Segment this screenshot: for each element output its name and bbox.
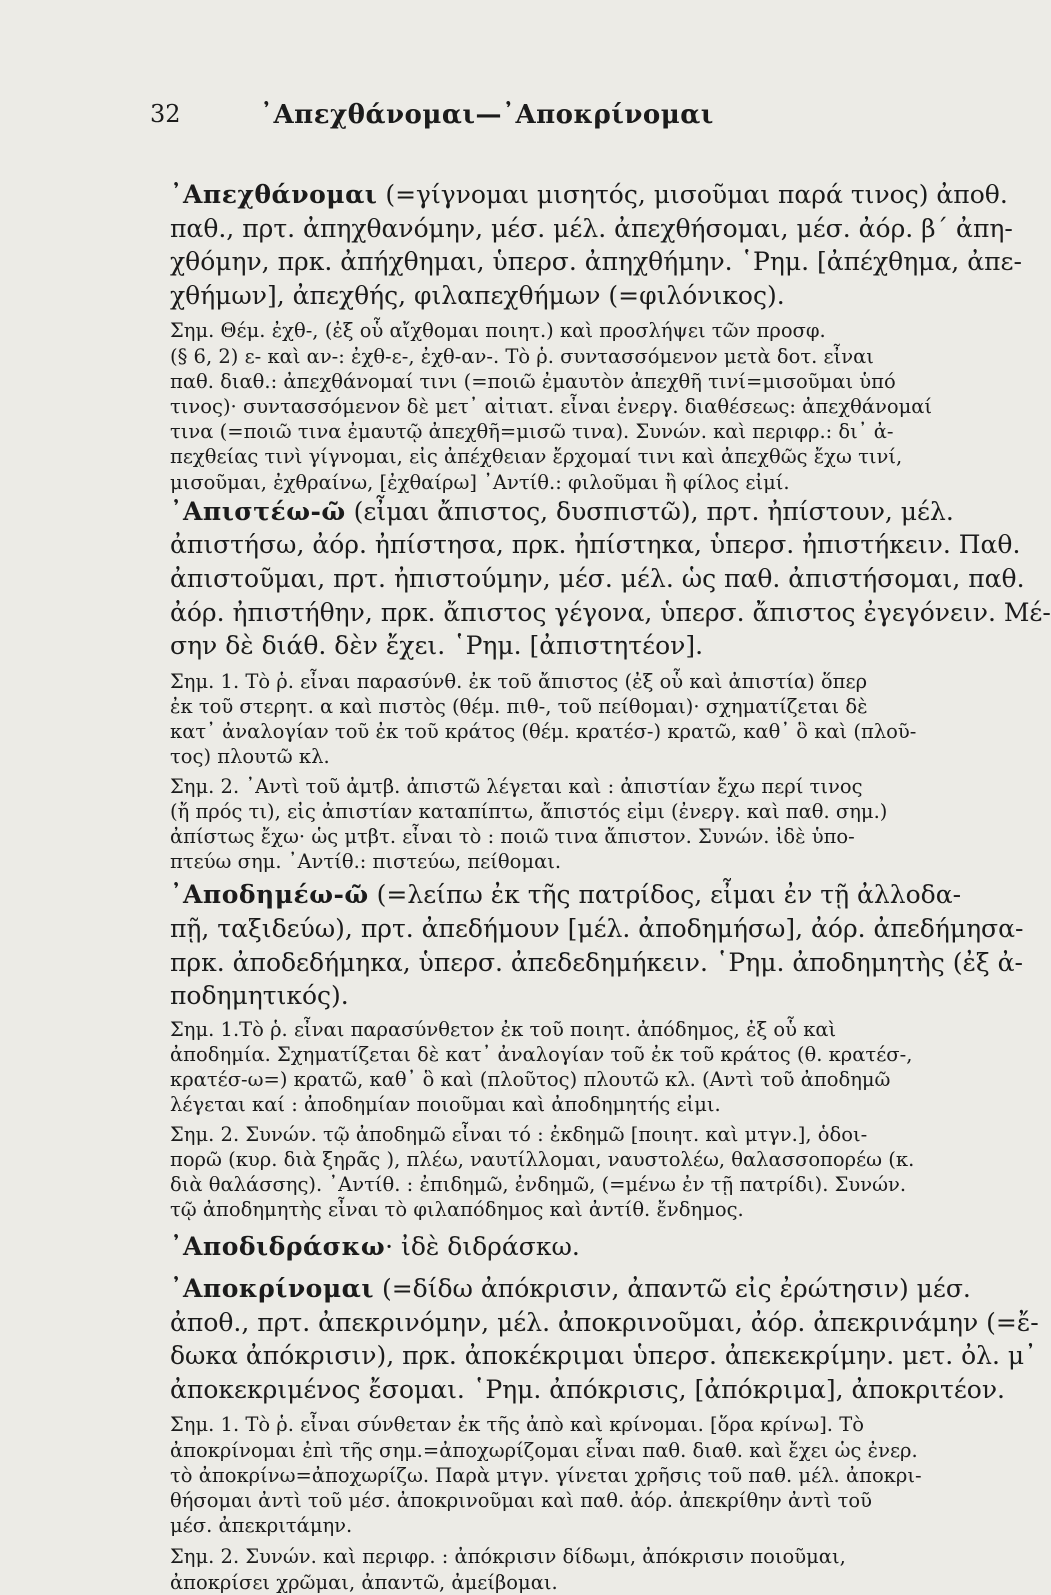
- running-title: ᾽Απεχθάνομαι—᾽Αποκρίνομαι: [260, 100, 714, 130]
- note-line: Σημ. 2. Συνών. καὶ περιφρ. : ἀπόκρισιν δίδωμι, ἀπόκρισιν ποιοῦμαι,: [170, 1545, 846, 1569]
- entry-line: ποδημητικός).: [170, 981, 349, 1011]
- entry-line: · ἰδὲ διδράσκω.: [385, 1232, 580, 1262]
- note-line: ἐκ τοῦ στερητ. α καὶ πιστὸς (θέμ. πιθ-, τοῦ πείθομαι)· σχηματίζεται δὲ: [170, 694, 868, 718]
- note-line: τος) πλουτῶ κλ.: [170, 745, 330, 769]
- page-content: [150, 152, 1051, 1595]
- entry-line: ἀπιστήσω, ἀόρ. ἠπίστησα, πρκ. ἠπίστηκα, ὑπερσ. ἠπιστήκειν. Παθ.: [170, 530, 1021, 560]
- entry-body: [150, 1230, 950, 1264]
- note-line: τὸ ἀποκρίνω=ἀποχωρίζω. Παρὰ μτγν. γίνεται χρῆσις τοῦ παθ. μέλ. ἀποκρι-: [170, 1463, 922, 1487]
- entry-line: παθ., πρτ. ἀπηχθανόμην, μέσ. μέλ. ἀπεχθήσομαι, μέσ. ἀόρ. β΄ ἀπη-: [170, 213, 1013, 243]
- note: [150, 318, 950, 494]
- entry-apodidrasko: [150, 1230, 950, 1264]
- note-line: διὰ θαλάσσης). ᾽Αντίθ. : ἐπιδημῶ, ἐνδημῶ, (=μένω ἐν τῇ πατρίδι). Συνών.: [170, 1172, 907, 1196]
- note-line: λέγεται καί : ἀποδημίαν ποιοῦμαι καὶ ἀποδημητής εἰμι.: [170, 1093, 721, 1117]
- note: [150, 1122, 950, 1223]
- note-line: Σημ. 1.Τὸ ῥ. εἶναι παρασύνθετον ἐκ τοῦ ποιητ. ἀπόδημος, ἐξ οὗ καὶ: [170, 1017, 837, 1041]
- note-line: μέσ. ἀπεκριτάμην.: [170, 1514, 353, 1538]
- note: [150, 1544, 950, 1594]
- entry-apechthanomai: [150, 178, 1022, 495]
- entry-line: σην δὲ διάθ. δὲν ἔχει. ῾Ρημ. [ἀπιστητέον].: [170, 631, 704, 661]
- entry-apodemeo: [150, 878, 1024, 1222]
- note-line: Σημ. Θέμ. ἐχθ-, (ἐξ οὗ αἴχθομαι ποιητ.) καὶ προσλήψει τῶν προσφ.: [170, 319, 826, 343]
- lemma: ᾽Αποδιδράσκω: [170, 1232, 386, 1262]
- note-line: κατ᾽ ἀναλογίαν τοῦ ἐκ τοῦ κράτος (θέμ. κρατέσ-) κρατῶ, καθ᾽ ὃ καὶ (πλοῦ-: [170, 720, 917, 744]
- lemma: ᾽Αποκρίνομαι: [170, 1273, 374, 1303]
- entry-line: χθήμων], ἀπεχθής, φιλαπεχθήμων (=φιλόνικος).: [170, 280, 785, 310]
- entry-body: [150, 1272, 1039, 1406]
- entry-body: [150, 495, 1051, 663]
- note-line: παθ. διαθ.: ἀπεχθάνομαί τινι (=ποιῶ ἐμαυτὸν ἀπεχθῆ τινί=μισοῦμαι ὑπό: [170, 369, 896, 393]
- entry-line: χθόμην, πρκ. ἀπήχθημαι, ὑπερσ. ἀπηχθήμην. ῾Ρημ. [ἀπέχθημα, ἀπε-: [170, 247, 1022, 277]
- note-line: ἀποκρίνομαι ἐπὶ τῆς σημ.=ἀποχωρίζομαι εἶναι παθ. διαθ. καὶ ἔχει ὡς ἐνερ.: [170, 1438, 918, 1462]
- entry-line: ἀποκεκριμένος ἔσομαι. ῾Ρημ. ἀπόκρισις, [ἀπόκριμα], ἀποκριτέον.: [170, 1374, 1005, 1404]
- note-line: ἀποδημία. Σχηματίζεται δὲ κατ᾽ ἀναλογίαν τοῦ ἐκ τοῦ κράτος (θ. κρατέσ-,: [170, 1042, 913, 1066]
- entry-body: [150, 878, 1024, 1012]
- note-line: πορῶ (κυρ. διὰ ξηρᾶς ), πλέω, ναυτίλλομαι, ναυστολέω, θαλασσοπορέω (κ.: [170, 1147, 915, 1171]
- note-line: μισοῦμαι, ἐχθραίνω, [ἐχθαίρω] ᾽Αντίθ.: φιλοῦμαι ἢ φίλος εἰμί.: [170, 470, 790, 494]
- note-line: ἀπίστως ἔχω· ὡς μτβτ. εἶναι τὸ : ποιῶ τινα ἄπιστον. Συνών. ἰδὲ ὑπο-: [170, 824, 855, 848]
- entry-line: (εἶμαι ἄπιστος, δυσπιστῶ), πρτ. ἠπίστουν, μέλ.: [345, 496, 954, 526]
- note-line: Σημ. 1. Τὸ ῥ. εἶναι σύνθεταν ἐκ τῆς ἀπὸ καὶ κρίνομαι. [ὅρα κρίνω]. Τὸ: [170, 1413, 864, 1437]
- entry-body: [150, 178, 1022, 312]
- entry-line: ἀποθ., πρτ. ἀπεκρινόμην, μέλ. ἀποκρινοῦμαι, ἀόρ. ἀπεκρινάμην (=ἔ-: [170, 1307, 1039, 1337]
- lemma: ᾽Απεχθάνομαι: [170, 180, 378, 209]
- lemma: ᾽Αποδημέω-ῶ: [170, 880, 369, 910]
- entry-apokrinomai: [150, 1272, 1039, 1595]
- entry-line: (=λείπω ἐκ τῆς πατρίδος, εἶμαι ἐν τῇ ἀλλοδα-: [368, 880, 962, 910]
- entry-line: δωκα ἀπόκρισιν), πρκ. ἀποκέκριμαι ὑπερσ. ἀπεκεκρίμην. μετ. ὀλ. μ᾽: [170, 1341, 1037, 1371]
- note: [150, 669, 950, 770]
- note-line: θήσομαι ἀντὶ τοῦ μέσ. ἀποκρινοῦμαι καὶ παθ. ἀόρ. ἀπεκρίθην ἀντὶ τοῦ: [170, 1488, 873, 1512]
- note: [150, 1017, 950, 1118]
- note-line: Σημ. 1. Τὸ ῥ. εἶναι παρασύνθ. ἐκ τοῦ ἄπιστος (ἐξ οὗ καὶ ἀπιστία) ὅπερ: [170, 669, 868, 693]
- entry-apisteo: [150, 495, 1051, 875]
- entry-line: πρκ. ἀποδεδήμηκα, ὑπερσ. ἀπεδεδημήκειν. ῾Ρημ. ἀποδημητὴς (ἐξ ἀ-: [170, 947, 1023, 977]
- note-line: ἀποκρίσει χρῶμαι, ἀπαντῶ, ἀμείβομαι.: [170, 1570, 558, 1594]
- note: [150, 774, 950, 875]
- note: [150, 1412, 950, 1538]
- page-header: [150, 100, 881, 140]
- note-line: τινος)· συντασσόμενον δὲ μετ᾽ αἰτιατ. εἶναι ἐνεργ. διαθέσεως: ἀπεχθάνομαί: [170, 394, 933, 418]
- entry-line: (=δίδω ἀπόκρισιν, ἀπαντῶ εἰς ἐρώτησιν) μέσ.: [374, 1273, 971, 1303]
- entry-line: ἀόρ. ἠπιστήθην, πρκ. ἄπιστος γέγονα, ὑπερσ. ἄπιστος ἐγεγόνειν. Μέ-: [170, 597, 1051, 627]
- lemma: ᾽Απιστέω-ῶ: [170, 496, 346, 526]
- page-number: 32: [150, 100, 181, 128]
- entry-line: (=γίγνομαι μισητός, μισοῦμαι παρά τινος) ἀποθ.: [377, 180, 1008, 209]
- note-line: τῷ ἀποδημητὴς εἶναι τὸ φιλαπόδημος καὶ ἀντίθ. ἔνδημος.: [170, 1198, 744, 1222]
- note-line: Σημ. 2. Συνών. τῷ ἀποδημῶ εἶναι τό : ἐκδημῶ [ποιητ. καὶ μτγν.], ὁδοι-: [170, 1122, 868, 1146]
- note-line: πεχθείας τινὶ γίγνομαι, εἰς ἀπέχθειαν ἔρχομαί τινι καὶ ἀπεχθῶς ἔχω τινί,: [170, 445, 903, 469]
- note-line: (ἤ πρός τι), εἰς ἀπιστίαν καταπίπτω, ἄπιστός εἰμι (ἐνεργ. καὶ παθ. σημ.): [170, 799, 888, 823]
- entry-line: ἀπιστοῦμαι, πρτ. ἠπιστούμην, μέσ. μέλ. ὡς παθ. ἀπιστήσομαι, παθ.: [170, 563, 1025, 593]
- entry-line: πῇ, ταξιδεύω), πρτ. ἀπεδήμουν [μέλ. ἀποδημήσω], ἀόρ. ἀπεδήμησα-: [170, 913, 1024, 943]
- note-line: Σημ. 2. ᾽Αντὶ τοῦ ἀμτβ. ἀπιστῶ λέγεται καὶ : ἀπιστίαν ἔχω περί τινος: [170, 774, 863, 798]
- note-line: κρατέσ-ω=) κρατῶ, καθ᾽ ὃ καὶ (πλοῦτος) πλουτῶ κλ. (Αντὶ τοῦ ἀποδημῶ: [170, 1068, 891, 1092]
- note-line: τινα (=ποιῶ τινα ἐμαυτῷ ἀπεχθῆ=μισῶ τινα). Συνών. καὶ περιφρ.: δι᾽ ἀ-: [170, 420, 894, 444]
- note-line: πτεύω σημ. ᾽Αντίθ.: πιστεύω, πείθομαι.: [170, 850, 562, 874]
- note-line: (§ 6, 2) ε- καὶ αν-: ἐχθ-ε-, ἐχθ-αν-. Τὸ ῥ. συντασσόμενον μετὰ δοτ. εἶναι: [170, 344, 874, 368]
